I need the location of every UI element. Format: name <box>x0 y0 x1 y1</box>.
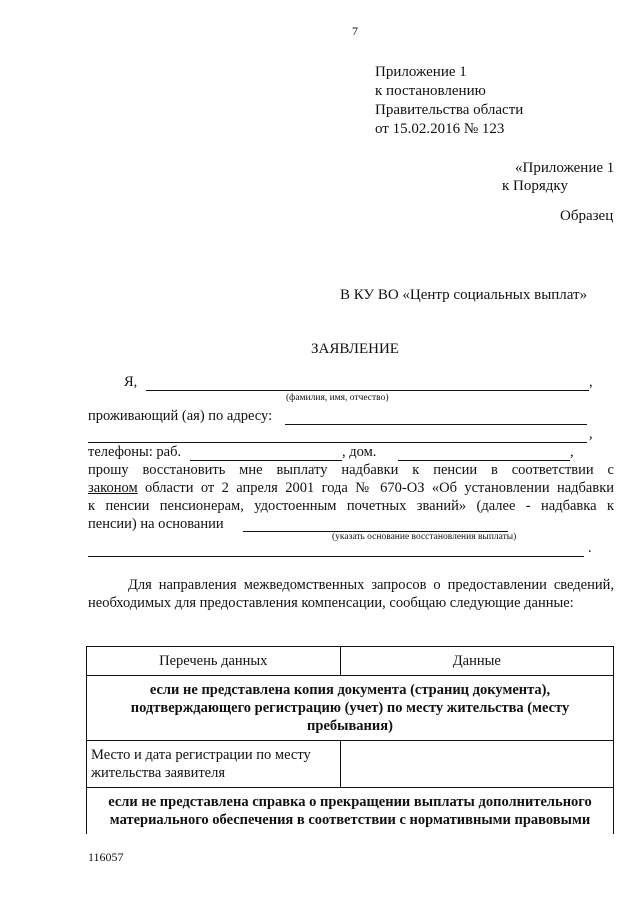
para1-line4: пенсии) на основании <box>88 516 224 532</box>
table-row-label: Место и дата регистрации по месту жительства заявителя <box>87 741 341 788</box>
phone-comma: , <box>570 444 574 460</box>
para1-line1: прошу восстановить мне выплату надбавки к пенсии в соответствии с <box>88 462 614 478</box>
address-label: проживающий (ая) по адресу: <box>88 408 273 424</box>
appendix-header-line: от 15.02.2016 № 123 <box>375 121 505 137</box>
fio-field[interactable] <box>146 390 589 391</box>
addressee: В КУ ВО «Центр социальных выплат» <box>340 287 588 303</box>
phone-label: телефоны: раб. <box>88 444 182 460</box>
fio-hint: (фамилия, имя, отчество) <box>286 393 389 403</box>
table-section-title: если не представлена справка о прекращении выплаты дополнительного материального обеспечения в соответствии с нормативными правовыми <box>87 788 614 835</box>
appendix-header-line: Правительства области <box>375 102 524 118</box>
footer-code: 116057 <box>88 850 124 864</box>
reason-field-2[interactable] <box>88 556 584 557</box>
appendix-header-line: Приложение 1 <box>375 64 467 80</box>
address-comma: , <box>589 426 593 442</box>
law-link[interactable]: законом <box>88 480 138 496</box>
page-number: 7 <box>352 24 358 38</box>
table-col-header: Перечень данных <box>87 647 341 676</box>
reason-hint: (указать основание восстановления выплаты) <box>332 532 517 542</box>
para1-line2-rest: области от 2 апреля 2001 года № 670-ОЗ «Об установлении надбавки <box>145 480 614 496</box>
table-row-value[interactable] <box>340 741 613 788</box>
i-label: Я, <box>124 374 138 390</box>
table-row <box>87 741 614 788</box>
para2: Для направления межведомственных запросов о предоставлении сведений, необходимых для предоставления компенсации, сообщаю следующие данные: <box>88 577 614 611</box>
appendix-order-line: к Порядку <box>502 178 568 194</box>
phone-home-label: , дом. <box>342 444 377 460</box>
data-table <box>86 646 614 834</box>
para1-line3: к пенсии пенсионерам, удостоенным почетных званий» (далее - надбавка к <box>88 498 614 514</box>
phone-home-field[interactable] <box>398 460 570 461</box>
table-section-title: если не представлена копия документа (страниц документа), подтверждающего регистрацию (учет) по месту жительства (месту пребывания) <box>87 676 614 741</box>
table-header-row <box>87 647 614 676</box>
table-section-row <box>87 788 614 835</box>
sample-label: Образец <box>560 208 614 224</box>
para1-line2 <box>88 480 614 497</box>
reason-period: . <box>588 540 592 556</box>
address-field-2[interactable] <box>88 442 587 443</box>
phone-work-field[interactable] <box>190 460 342 461</box>
fio-comma: , <box>589 374 593 390</box>
table-col-header: Данные <box>340 647 613 676</box>
table-section-row <box>87 676 614 741</box>
appendix-header-line: к постановлению <box>375 83 486 99</box>
appendix-order-line: «Приложение 1 <box>515 160 615 176</box>
address-field[interactable] <box>285 424 587 425</box>
doc-title: ЗАЯВЛЕНИЕ <box>311 341 399 357</box>
